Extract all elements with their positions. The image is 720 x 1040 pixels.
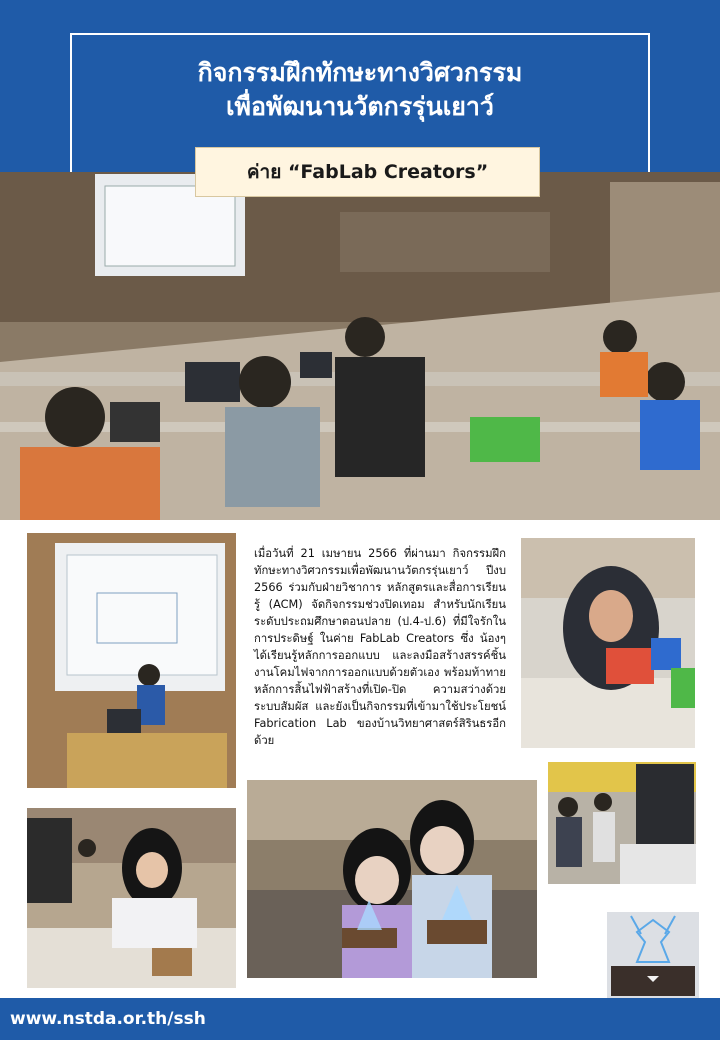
camp-label: ค่าย “FabLab Creators” <box>195 147 540 197</box>
title-line-2: เพื่อพัฒนานวัตกรรุ่นเยาว์ <box>226 92 494 121</box>
article-body: เมื่อวันที่ 21 เมษายน 2566 ที่ผ่านมา กิจกรรมฝึกทักษะทางวิศวกรรมเพื่อพัฒนานวัตกรรุ่นเยาว์ ปีงบ 2566 ร่วมกับฝ่ายวิชาการ หลักสูตรและสื่อการเรียนรู้ (ACM) จัดกิจกรรมช่วงปิดเทอม สำหรับนักเรียนระดับประถมศึกษาตอนปลาย (ป.4-ป.6) ที่มีใจรักในการประดิษฐ์ ในค่าย FabLab Creators ซึ่ง น้องๆ ได้เรียนรู้หลักการออกแบบ และลงมือสร้างสรรค์ชิ้นงานโคมไฟจากการออกแบบด้วยตัวเอง พร้อมท้าทายหลักการสิ้นไฟฟ้าสร้างที่เปิด-ปิด ความสว่างด้วยระบบสัมผัส และยังเป็นกิจกรรมที่เข้ามาใช้ประโยชน์ Fabrication Lab ของบ้านวิทยาศาสตร์สิรินธรอีกด้วย <box>254 547 506 747</box>
laser-cutter-photo <box>548 762 696 884</box>
page-title <box>70 56 650 124</box>
student-soldering-photo <box>521 538 695 748</box>
footer-url-link[interactable]: www.nstda.or.th/ssh <box>10 1009 206 1029</box>
classroom-photo <box>0 172 720 520</box>
girl-assembling-photo <box>27 808 236 988</box>
students-with-lamps-photo <box>247 780 537 978</box>
instructor-photo <box>27 533 236 788</box>
title-line-1: กิจกรรมฝึกทักษะทางวิศวกรรม <box>197 58 523 87</box>
deer-lamp-photo <box>607 912 699 998</box>
